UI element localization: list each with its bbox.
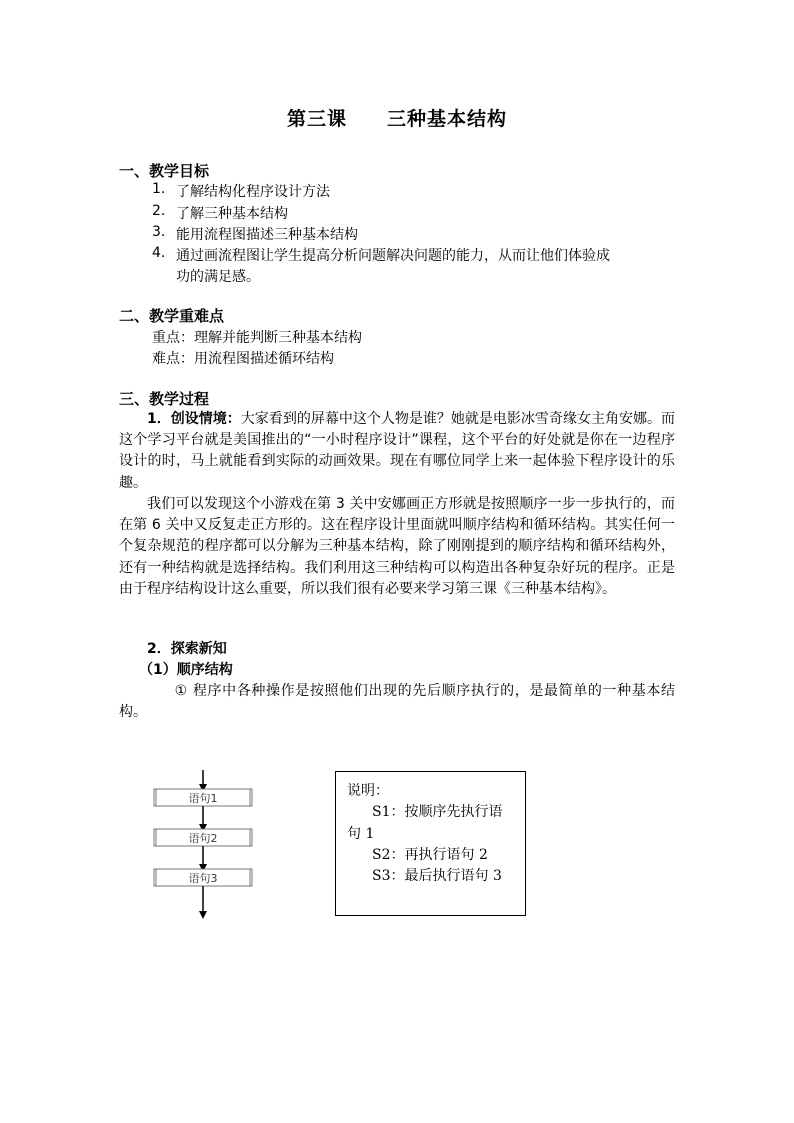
explanation-title: 说明： — [347, 783, 389, 799]
list-number: 4. — [152, 245, 166, 261]
flow-box-3-label: 语句3 — [188, 872, 218, 885]
list-item-continuation: 功的满足感。 — [176, 269, 260, 285]
scenario-paragraph — [119, 409, 675, 494]
explanation-s3: S3：最后执行语句 3 — [372, 868, 502, 884]
explanation-s1: S1：按顺序先执行语 — [372, 804, 503, 820]
list-number: 3. — [152, 224, 166, 240]
difficulty-text: 难点：用流程图描述循环结构 — [152, 351, 334, 367]
section-heading-objectives: 一、教学目标 — [119, 162, 210, 180]
sequence-flowchart — [140, 765, 270, 925]
flow-box-2-label: 语句2 — [188, 832, 218, 845]
flow-box-1-label: 语句1 — [188, 792, 218, 805]
key-point-text: 重点：理解并能判断三种基本结构 — [152, 330, 362, 346]
paragraph-2-text: 我们可以发现这个小游戏在第 3 关中安娜画正方形就是按照顺序一步一步执行的，而在第 6 关中又反复走正方形的。这在程序设计里面就叫顺序结构和循环结构。其实任何一个复杂规范的程序都可以分解为三种基本结构，除了刚刚提到的顺序结构和循环结构外，还有一种结构就是选择结构。我们利用这三种结构可以构造出各种复杂好玩的程序。正是由于程序结构设计这么重要，所以我们很有必要来学习第三课《三种基本结构》。 — [119, 496, 675, 597]
sequence-description-text: ① 程序中各种操作是按照他们出现的先后顺序执行的，是最简单的一种基本结构。 — [119, 683, 675, 721]
scenario-label: 1．创设情境： — [147, 411, 241, 427]
page-title — [0, 104, 794, 131]
title-lesson: 第三课 — [286, 108, 347, 130]
explanation-s2: S2：再执行语句 2 — [372, 847, 488, 863]
list-item: 通过画流程图让学生提高分析问题解决问题的能力，从而让他们体验成 — [176, 248, 610, 264]
sequence-heading: （1）顺序结构 — [139, 662, 233, 678]
explore-heading: 2．探索新知 — [147, 641, 227, 657]
list-number: 2. — [152, 203, 166, 219]
section-heading-process: 三、教学过程 — [119, 390, 210, 408]
explanation-s1-cont: 句 1 — [347, 826, 375, 842]
title-topic: 三种基本结构 — [387, 108, 508, 130]
section-heading-key-points: 二、教学重难点 — [119, 307, 225, 325]
paragraph-2 — [119, 494, 675, 600]
sequence-description — [119, 681, 675, 723]
list-item: 了解结构化程序设计方法 — [176, 184, 330, 200]
list-number: 1. — [152, 181, 166, 197]
scenario-text: 大家看到的屏幕中这个人物是谁？她就是电影冰雪奇缘女主角安娜。而这个学习平台就是美国推出的“一小时程序设计”课程，这个平台的好处就是你在一边程序设计的时，马上就能看到实际的动画效果。现在有哪位同学上来一起体验下程序设计的乐趣。 — [119, 411, 675, 491]
list-item: 能用流程图描述三种基本结构 — [176, 227, 358, 243]
explanation-box — [335, 771, 526, 916]
list-item: 了解三种基本结构 — [176, 206, 288, 222]
